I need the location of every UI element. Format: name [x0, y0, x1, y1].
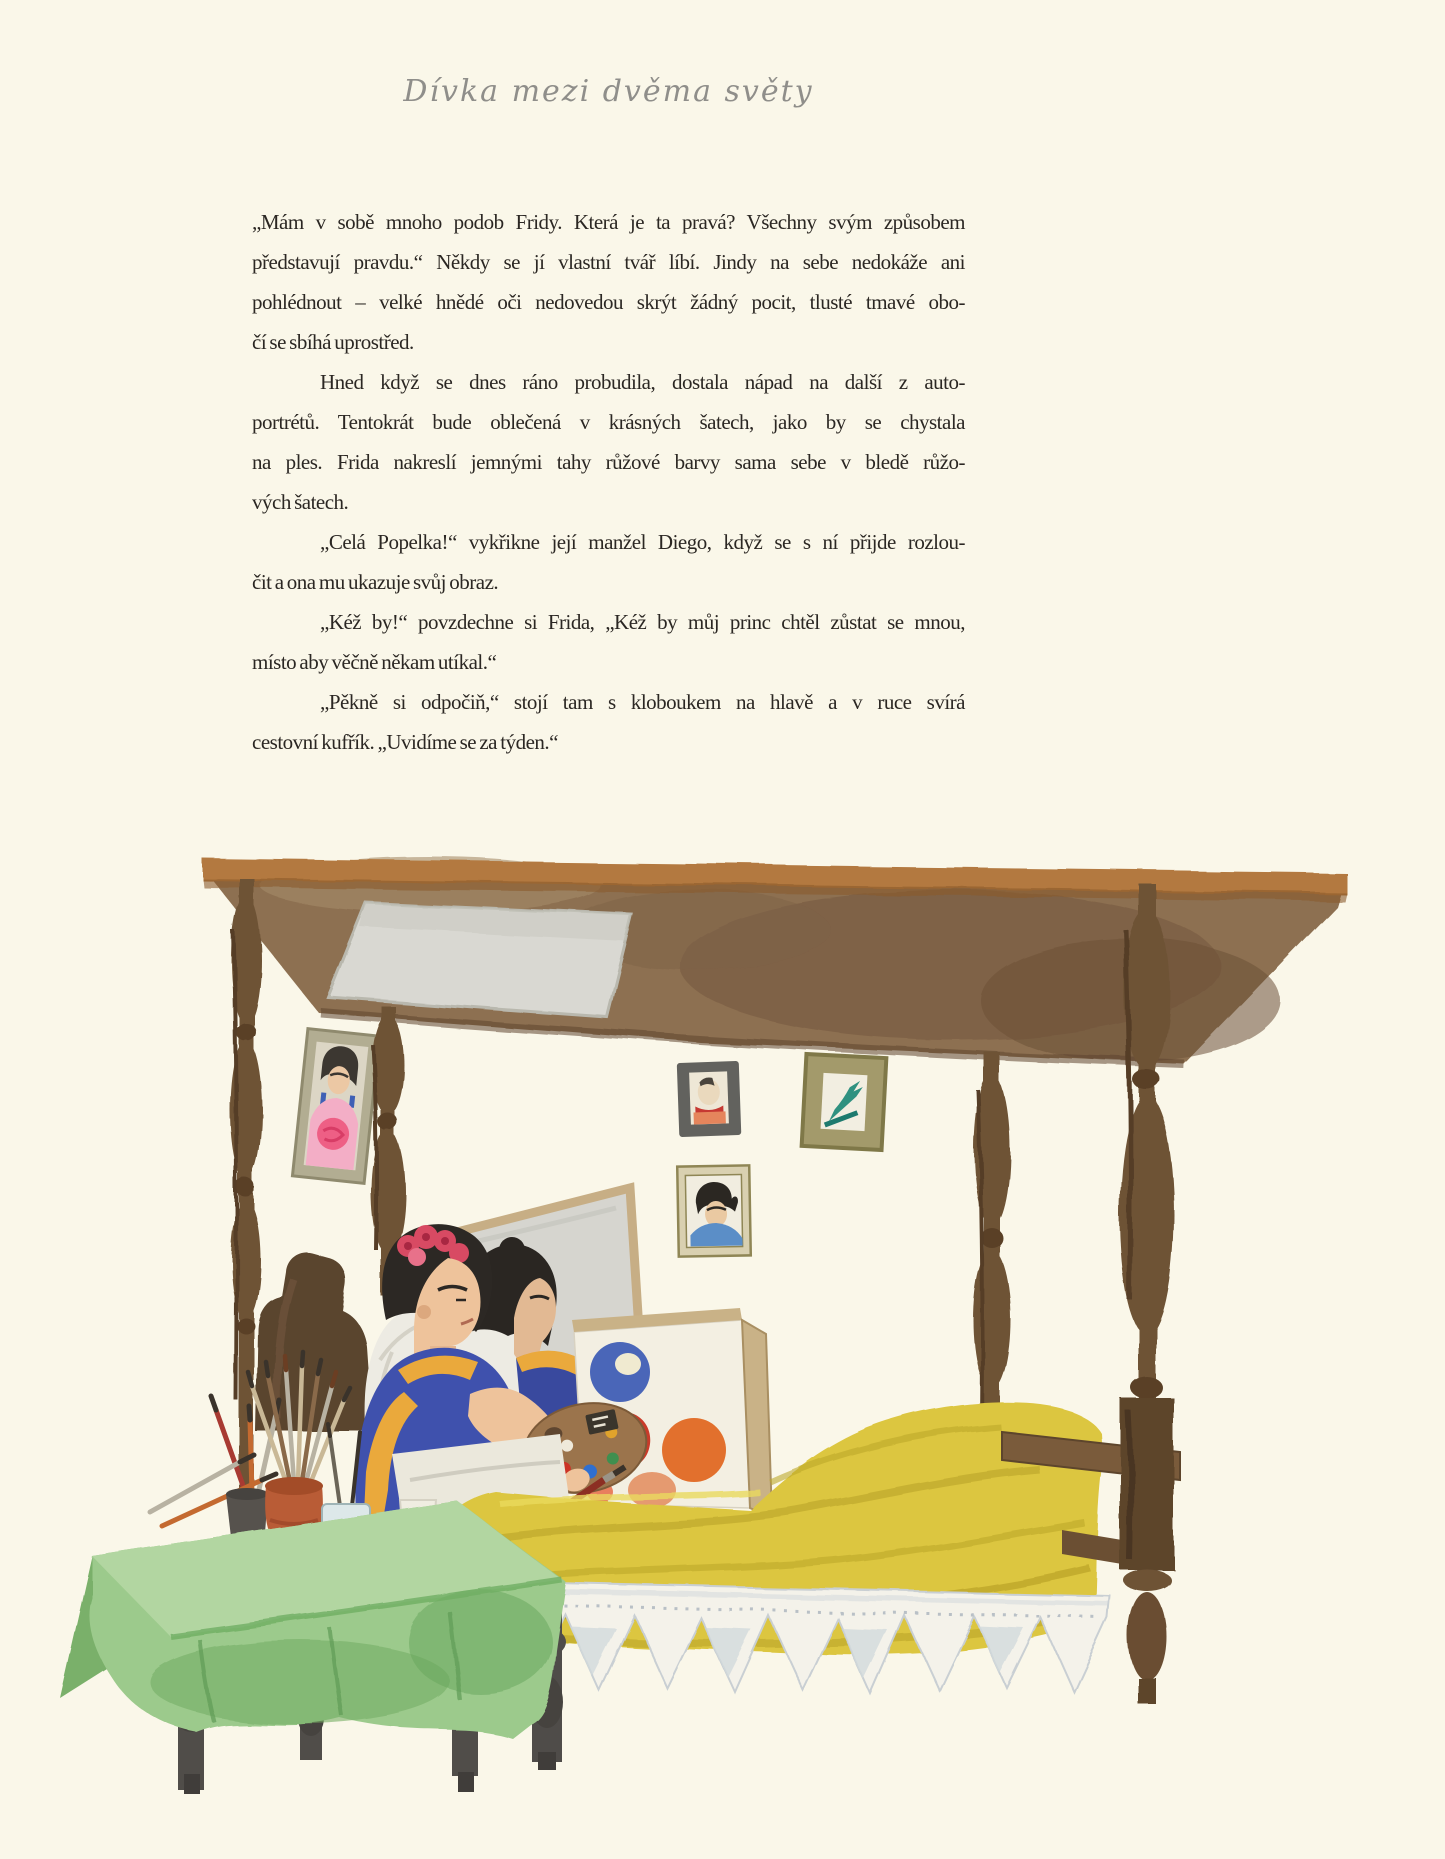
- text-line: představují pravdu.“ Někdy se jí vlastní tvář líbí. Jindy na sebe nedokáže ani: [252, 250, 965, 274]
- framed-portrait-diego: [677, 1165, 751, 1256]
- green-tablecloth: [60, 1500, 566, 1738]
- text-line: na ples. Frida nakreslí jemnými tahy růžové barvy sama sebe v bledě růžo-: [252, 450, 965, 474]
- text-line: „Kéž by!“ povzdechne si Frida, „Kéž by můj princ chtěl zůstat se mnou,: [320, 610, 965, 634]
- text-line: vých šatech.: [252, 490, 349, 514]
- text-line: cestovní kufřík. „Uvidíme se za týden.“: [252, 730, 558, 754]
- framed-portrait-red-scarf: [677, 1061, 742, 1137]
- text-line: „Celá Popelka!“ vykřikne její manžel Diego, když se s ní přijde rozlou-: [320, 530, 965, 554]
- bed-post-right-back: [973, 1052, 1011, 1442]
- text-line: „Mám v sobě mnoho podob Fridy. Která je ta pravá? Všechny svým způsobem: [252, 210, 965, 234]
- text-line: pohlédnout – velké hnědé oči nedovedou skrýt žádný pocit, tlusté tmavé obo-: [252, 290, 965, 314]
- framed-portrait-frida-pink: [292, 1029, 379, 1184]
- bed-post-right-front: [1120, 884, 1174, 1704]
- bed-canopy: [202, 857, 1346, 1064]
- framed-portrait-teal-bird: [802, 1054, 887, 1150]
- text-line: místo aby věčně někam utíkal.“: [252, 650, 497, 674]
- bed-post-left-front: [230, 878, 262, 1546]
- text-line: Hned když se dnes ráno probudila, dostala nápad na další z auto-: [320, 370, 965, 394]
- text-line: portrétů. Tentokrát bude oblečená v krásných šatech, jako by se chystala: [252, 410, 965, 434]
- text-line: čí se sbíhá uprostřed.: [252, 330, 414, 354]
- text-line: „Pěkně si odpočiň,“ stojí tam s kloboukem na hlavě a v ruce svírá: [320, 690, 965, 714]
- lace-valance: [490, 1582, 1110, 1694]
- text-line: čit a ona mu ukazuje svůj obraz.: [252, 570, 499, 594]
- canopy-mirror: [328, 903, 632, 1017]
- chapter-title: Dívka mezi dvěma světy: [403, 74, 814, 109]
